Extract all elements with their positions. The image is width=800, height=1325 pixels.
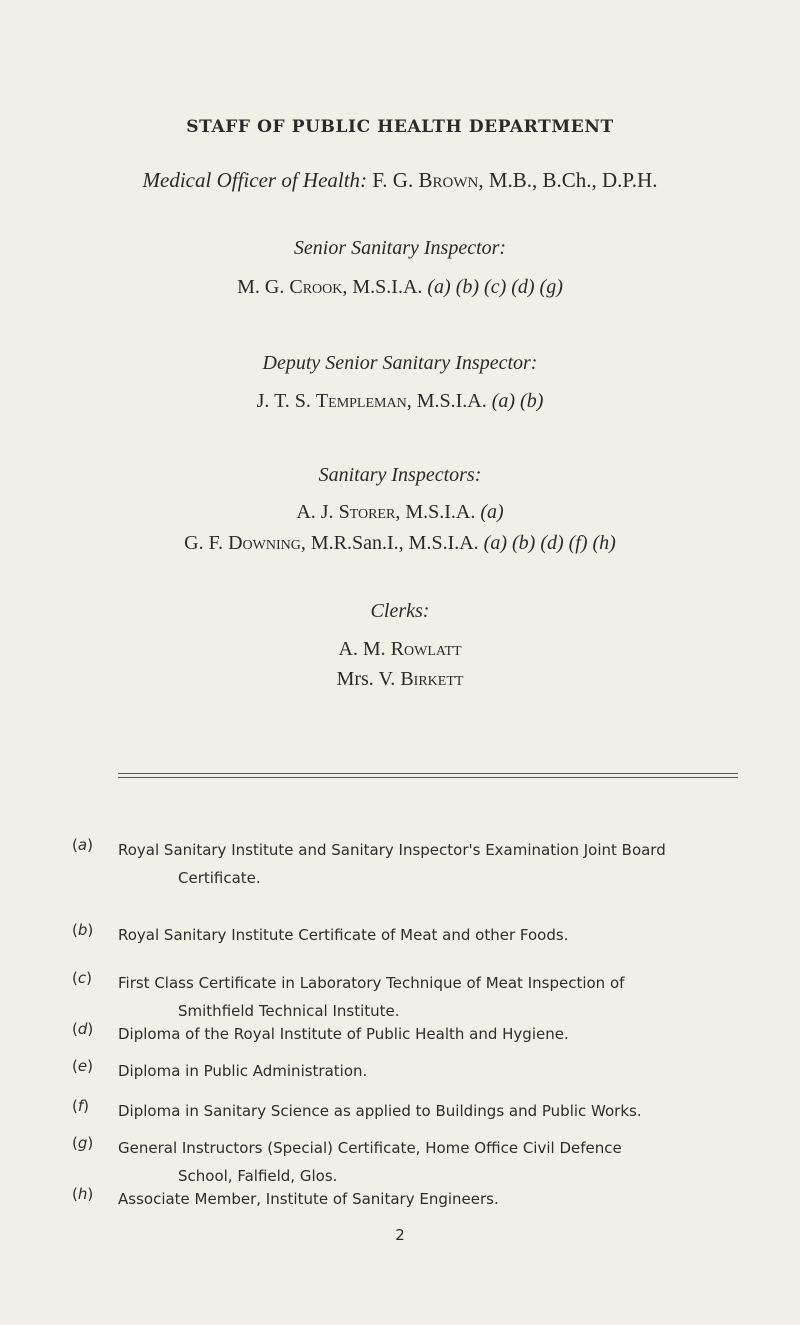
inspector-codes: (a) <box>480 501 504 523</box>
deputy-inspector-entry <box>0 390 800 413</box>
note-label: (d) <box>72 1020 94 1038</box>
senior-inspector-qualifications: , M.S.I.A. <box>342 276 423 298</box>
inspector-surname: Downing <box>228 532 301 554</box>
note-label: (h) <box>72 1185 94 1203</box>
medical-officer-role: Medical Officer of Health <box>142 168 361 192</box>
deputy-inspector-label: Deputy Senior Sanitary Inspector: <box>262 352 538 374</box>
deputy-inspector-qualifications: , M.S.I.A. <box>406 390 487 412</box>
clerk-entry <box>0 638 800 661</box>
medical-officer-qualifications: , M.B., B.Ch., D.P.H. <box>478 168 658 192</box>
note-text-continued: School, Falfield, Glos. <box>178 1167 338 1185</box>
inspector-codes: (a) (b) (d) (f) (h) <box>483 532 616 554</box>
sanitary-inspectors-label: Sanitary Inspectors: <box>318 464 482 486</box>
senior-inspector-initials: M. G. <box>237 276 285 298</box>
note-label: (f) <box>72 1097 89 1115</box>
note-text-continued: Smithfield Technical Institute. <box>178 1002 400 1020</box>
note-text: First Class Certificate in Laboratory Technique of Meat Inspection of <box>118 974 625 992</box>
note-label: (b) <box>72 921 94 939</box>
clerk-surname: Rowlatt <box>390 638 462 660</box>
colon: : <box>360 168 368 192</box>
senior-inspector-label: Senior Sanitary Inspector: <box>293 237 507 259</box>
note-label: (g) <box>72 1134 94 1152</box>
inspector-initials: A. J. <box>296 501 334 523</box>
note-text: Royal Sanitary Institute and Sanitary Inspector's Examination Joint Board <box>118 841 666 859</box>
senior-inspector-codes: (a) (b) (c) (d) (g) <box>427 276 563 298</box>
deputy-inspector-surname: Templeman <box>315 390 407 412</box>
clerk-initials: Mrs. V. <box>336 668 396 690</box>
note-label: (c) <box>72 969 92 987</box>
note-text: Royal Sanitary Institute Certificate of Meat and other Foods. <box>118 926 569 944</box>
clerk-surname: Birkett <box>400 668 464 690</box>
note-text: Diploma of the Royal Institute of Public Health and Hygiene. <box>118 1025 569 1043</box>
note-text: General Instructors (Special) Certificate, Home Office Civil Defence <box>118 1139 622 1157</box>
inspector-surname: Storer <box>338 501 396 523</box>
page-number: 2 <box>395 1226 405 1244</box>
note-text-continued: Certificate. <box>178 869 261 887</box>
deputy-inspector-codes: (a) (b) <box>491 390 544 412</box>
page-title: STAFF OF PUBLIC HEALTH DEPARTMENT <box>186 117 614 137</box>
inspector-qualifications: , M.S.I.A. <box>395 501 476 523</box>
sanitary-inspector-entry <box>0 501 800 524</box>
senior-inspector-entry <box>0 276 800 299</box>
note-text: Diploma in Public Administration. <box>118 1062 368 1080</box>
note-text: Diploma in Sanitary Science as applied to Buildings and Public Works. <box>118 1102 642 1120</box>
inspector-qualifications: , M.R.San.I., M.S.I.A. <box>300 532 479 554</box>
medical-officer-initials: F. G. <box>372 168 414 192</box>
note-label: (e) <box>72 1057 93 1075</box>
deputy-inspector-initials: J. T. S. <box>256 390 311 412</box>
clerk-initials: A. M. <box>338 638 386 660</box>
inspector-initials: G. F. <box>184 532 224 554</box>
sanitary-inspector-entry <box>0 532 800 555</box>
senior-inspector-surname: Crook <box>289 276 343 298</box>
clerk-entry <box>0 668 800 691</box>
clerks-label: Clerks: <box>370 600 430 622</box>
medical-officer-line <box>0 168 800 193</box>
note-text: Associate Member, Institute of Sanitary Engineers. <box>118 1190 499 1208</box>
double-rule-divider <box>118 773 738 778</box>
medical-officer-surname: Brown <box>418 168 479 192</box>
note-label: (a) <box>72 836 93 854</box>
